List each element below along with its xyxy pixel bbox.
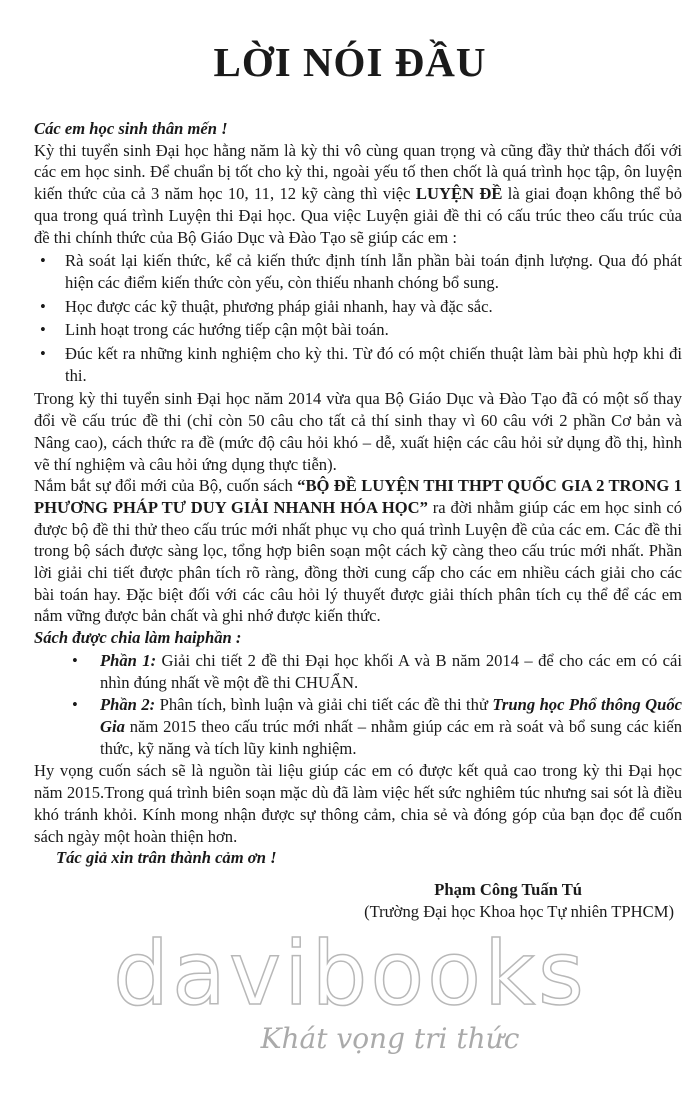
part-text: Giải chi tiết 2 đề thi Đại học khối A và B năm 2014 – để cho các em có cái nhìn đúng nhất về một đề thi CHUẨN. [100, 650, 682, 692]
book-pre: Nắm bắt sự đổi mới của Bộ, cuốn sách [34, 476, 298, 496]
part-label: Phần 1: [100, 650, 157, 670]
greeting: Các em học sinh thân mến ! [34, 119, 228, 138]
intro-text-2: là giai đoạn không thể bỏ qua trong quá trình Luyện thi Đại học. Qua việc Luyện giải đề thi có cấu trúc theo cấu trúc của đề thi chính thức của Bộ Giáo Dục và Đào Tạo sẽ giúp các em : [34, 184, 682, 247]
intro-bold: LUYỆN ĐỀ [415, 184, 503, 204]
book-paragraph [34, 475, 682, 627]
exam-changes-paragraph: Trong kỳ thi tuyển sinh Đại học năm 2014 vừa qua Bộ Giáo Dục và Đào Tạo đã có một số thay đổi về cấu trúc đề thi (chỉ còn 50 câu cho tất cả thí sinh thay vì 60 câu với 2 phần Cơ bản và Nâng cao), cách thức ra đề (mức độ câu hỏi khó – dễ, xuất hiện các câu hỏi sử dụng đồ thị, hình vẽ thí nghiệm và câu hỏi ứng dụng thực tiễn). [34, 389, 682, 474]
part-label: Phần 2: [100, 695, 156, 715]
closing-paragraph: Hy vọng cuốn sách sẽ là nguồn tài liệu giúp các em có được kết quả cao trong kỳ thi Đại học năm 2015.Trong quá trình biên soạn mặc dù đã làm việc hết sức nghiêm túc nhưng sai sót là điều khó tránh khỏi. Kính mong nhận được sự thông cảm, chia sẻ và đóng góp của bạn đọc để cuốn sách ngày một hoàn thiện hơn. [34, 761, 682, 846]
part-text-2: năm 2015 theo cấu trúc mới nhất – nhằm giúp các em rà soát và bổ sung các kiến thức, kỹ năng và tích lũy kinh nghiệm. [100, 716, 682, 758]
list-item: • Học được các kỹ thuật, phương pháp giải nhanh, hay và đặc sắc. [34, 296, 682, 318]
intro-text-1: Kỳ thi tuyển sinh Đại học hằng năm là kỳ thi vô cùng quan trọng và cũng đầy thử thách đối với các em học sinh. Để chuẩn bị tốt cho kỳ thi, ngoài yếu tố then chốt là quá trình học tập, ôn luyện kiến thức của cả 3 năm học 10, 11, 12 kỹ càng thì việc [34, 140, 682, 204]
author-name: Phạm Công Tuấn Tú [434, 879, 582, 899]
page-title: LỜI NÓI ĐẦU [213, 39, 487, 85]
author-affiliation: (Trường Đại học Khoa học Tự nhiên TPHCM) [364, 901, 674, 921]
watermark [0, 922, 700, 1056]
list-item [34, 694, 682, 759]
book-title: “BỘ ĐỀ LUYỆN THI THPT QUỐC GIA 2 TRONG 1 PHƯƠNG PHÁP TƯ DUY GIẢI NHANH HÓA HỌC” [34, 476, 682, 517]
thanks-line: Tác giả xin trân thành cảm ơn ! [56, 848, 277, 868]
list-item: • Linh hoạt trong các hướng tiếp cận một bài toán. [34, 319, 682, 341]
benefits-list [34, 250, 682, 386]
part-emphasis: Trung học Phổ thông Quốc Gia [100, 695, 682, 736]
intro-paragraph [34, 140, 682, 249]
part-text: Phân tích, bình luận và giải chi tiết các đề thi thử [155, 695, 493, 715]
watermark-logo: davibooks [113, 922, 587, 1026]
parts-heading: Sách được chia làm haiphần : [34, 628, 242, 648]
list-item [34, 650, 682, 693]
list-item: • Đúc kết ra những kinh nghiệm cho kỳ thi. Từ đó có một chiến thuật làm bài phù hợp khi đi thi. [34, 343, 682, 386]
watermark-slogan: Khát vọng tri thức [260, 1022, 520, 1056]
book-post: ra đời nhằm giúp các em học sinh có được bộ đề thi thử theo cấu trúc mới nhất phục vụ cho quá trình Luyện đề của các em. Các đề thi trong bộ sách được sàng lọc, tổng hợp biên soạn một cách kỹ càng theo cấu trúc mới nhất. Phần lời giải chi tiết được phân tích rõ ràng, đồng thời cung cấp cho các em nhiều cách giải cho các bài toán hay. Đặc biệt đối với các câu hỏi lý thuyết được giải thích phân tích cụ thể để các em nắm vững được bản chất và ghi nhớ được kiến thức. [34, 497, 682, 626]
list-item: • Rà soát lại kiến thức, kể cả kiến thức định tính lẫn phần bài toán định lượng. Qua đó phát hiện các điểm kiến thức còn yếu, còn thiếu nhanh chóng bổ sung. [34, 250, 682, 293]
document-body [34, 118, 682, 922]
parts-list [34, 650, 682, 760]
